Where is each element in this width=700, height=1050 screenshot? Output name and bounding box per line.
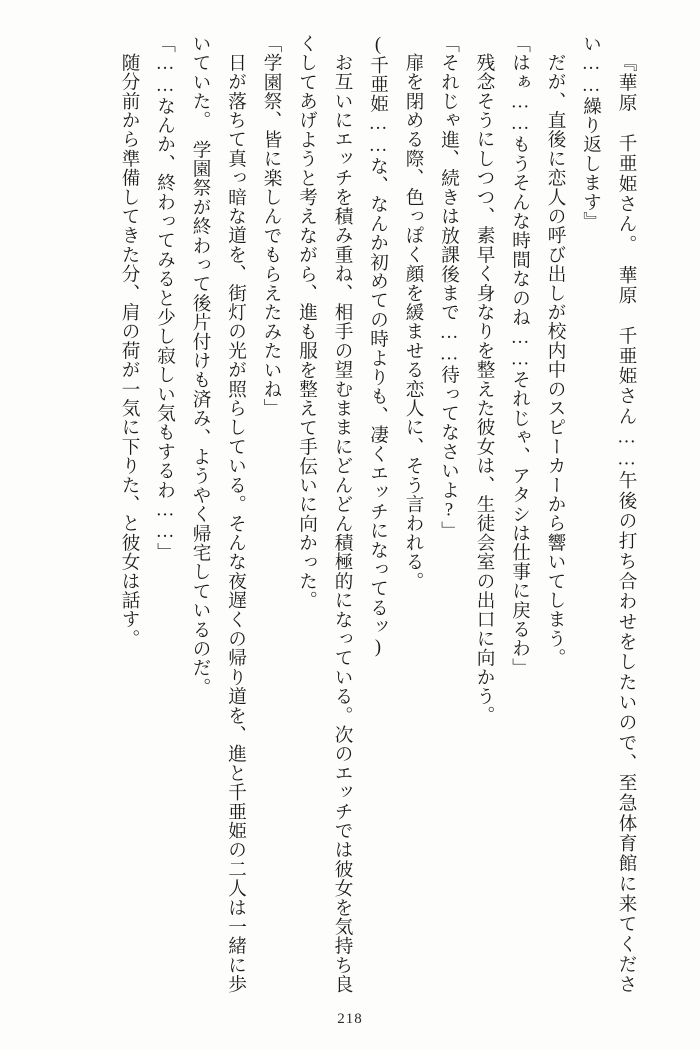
- paragraph: 「それじゃ進、続きは放課後まで……待ってなさいよ?」: [438, 34, 460, 541]
- paragraph: お互いにエッチを積み重ね、相手の望むままにどんどん積極的になっている。次のエッチでは彼女を気持ち良くしてあげようと考えながら、進も服を整えて手伝いに向かった。: [296, 34, 353, 994]
- paragraph: 残念そうにしつつ、素早く身なりを整えた彼女は、生徒会室の出口に向かう。: [474, 53, 495, 725]
- page-number: 218: [337, 1011, 363, 1027]
- paragraph: 随分前から準備してきた分、肩の荷が一気に下りた、と彼女は話す。: [119, 53, 140, 649]
- paragraph: 扉を閉める際、色っぽく顔を緩ませる恋人に、そう言われる。: [403, 53, 424, 591]
- paragraph: 「……なんか、終わってみると少し寂しい気もするわ……」: [154, 34, 176, 562]
- paragraph: 「はぁ……もうそんな時間なのね……それじゃ、アタシは仕事に戻るわ」: [509, 34, 531, 678]
- paragraph: 日が落ちて真っ暗な道を、街灯の光が照らしている。そんな夜遅くの帰り道を、進と千亜姫の二人は一緒に歩いていた。 学園祭が終わって後片付けも済み、ようやく帰宅しているのだ。: [190, 34, 247, 994]
- paragraph: 「学園祭、皆に楽しんでもらえたみたいね」: [261, 34, 282, 418]
- page-text-body: [22, 34, 644, 994]
- paragraph: だが、直後に恋人の呼び出しが校内中のスピーカーから響いてしまう。: [545, 53, 566, 668]
- paragraph: 『華原 千亜姫さん。 華原 千亜姫さん……午後の打ち合わせをしたいので、至急体育館に来てください……繰り返します』: [580, 34, 637, 994]
- paragraph: (千亜姫……な、なんか初めての時よりも、凄くエッチになってるッ): [367, 34, 389, 658]
